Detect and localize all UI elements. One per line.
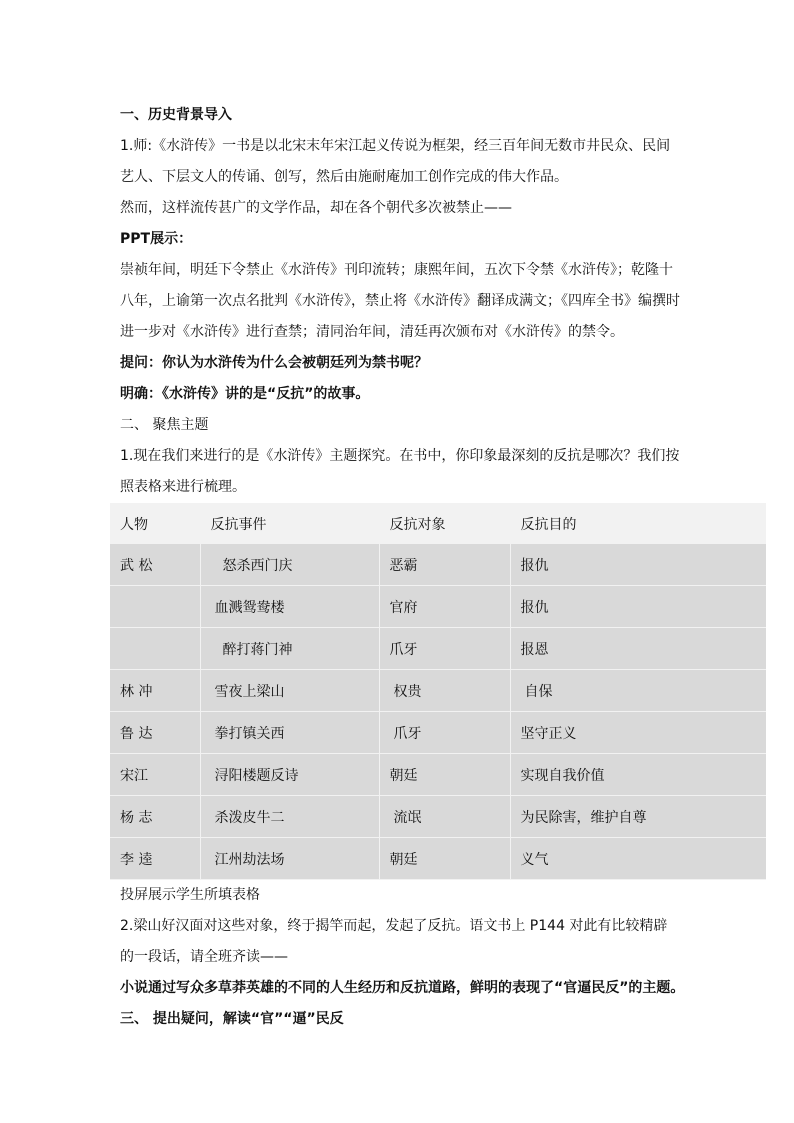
cell-event: 血溅鸳鸯楼 bbox=[200, 586, 379, 628]
ppt-label: PPT展示： bbox=[120, 231, 193, 247]
cell-target: 朝廷 bbox=[379, 838, 510, 880]
question-paragraph: 提问：你认为水浒传为什么会被朝廷列为禁书呢？ bbox=[120, 355, 428, 371]
cell-event: 杀泼皮牛二 bbox=[200, 796, 379, 838]
cell-person: 杨 志 bbox=[110, 796, 200, 838]
cell-person bbox=[110, 586, 200, 628]
table-row bbox=[110, 712, 766, 754]
teacher-intro-paragraph: 1.师:《水浒传》一书是以北宋末年宋江起义传说为框架，经三百年间无数市井民众、民间艺人、下层文人的传诵、创写，然后由施耐庵加工创作完成的伟大作品。 bbox=[120, 138, 671, 185]
cell-person: 鲁 达 bbox=[110, 712, 200, 754]
answer-paragraph: 明确：《水浒传》讲的是“反抗”的故事。 bbox=[120, 386, 370, 402]
cell-purpose: 义气 bbox=[510, 838, 766, 880]
resistance-table-wrap bbox=[110, 503, 766, 880]
cell-event: 雪夜上梁山 bbox=[200, 670, 379, 712]
cell-purpose: 自保 bbox=[510, 670, 766, 712]
cell-person bbox=[110, 628, 200, 670]
cell-purpose: 坚守正义 bbox=[510, 712, 766, 754]
cell-event: 醉打蒋门神 bbox=[200, 628, 379, 670]
header-purpose: 反抗目的 bbox=[510, 503, 766, 544]
projection-note: 投屏展示学生所填表格 bbox=[120, 887, 260, 903]
cell-target: 流氓 bbox=[379, 796, 510, 838]
cell-target: 权贵 bbox=[379, 670, 510, 712]
cell-event: 怒杀西门庆 bbox=[200, 544, 379, 586]
cell-purpose: 报仇 bbox=[510, 544, 766, 586]
cell-person: 林 冲 bbox=[110, 670, 200, 712]
cell-person: 宋江 bbox=[110, 754, 200, 796]
table-row bbox=[110, 754, 766, 796]
header-person: 人物 bbox=[110, 503, 200, 544]
section-1-heading: 一、历史背景导入 bbox=[120, 107, 232, 123]
cell-target: 朝廷 bbox=[379, 754, 510, 796]
cell-target: 爪牙 bbox=[379, 712, 510, 754]
cell-purpose: 报恩 bbox=[510, 628, 766, 670]
table-row bbox=[110, 628, 766, 670]
cell-target: 爪牙 bbox=[379, 628, 510, 670]
cell-event: 江州劫法场 bbox=[200, 838, 379, 880]
table-row bbox=[110, 838, 766, 880]
table-row bbox=[110, 670, 766, 712]
cell-purpose: 为民除害，维护自尊 bbox=[510, 796, 766, 838]
cell-purpose: 报仇 bbox=[510, 586, 766, 628]
cell-event: 拳打镇关西 bbox=[200, 712, 379, 754]
ban-intro-paragraph: 然而，这样流传甚广的文学作品，却在各个朝代多次被禁止—— bbox=[120, 200, 512, 216]
theme-paragraph: 1.现在我们来进行的是《水浒传》主题探究。在书中，你印象最深刻的反抗是哪次？我们按照表格来进行梳理。 bbox=[120, 448, 680, 495]
section-3-heading: 三、 提出疑问，解读“官”“逼”民反 bbox=[120, 1011, 344, 1027]
cell-target: 恶霸 bbox=[379, 544, 510, 586]
cell-purpose: 实现自我价值 bbox=[510, 754, 766, 796]
header-target: 反抗对象 bbox=[379, 503, 510, 544]
table-header-row bbox=[110, 503, 766, 544]
header-event: 反抗事件 bbox=[200, 503, 379, 544]
ban-history-paragraph: 崇祯年间，明廷下令禁止《水浒传》刊印流转；康熙年间，五次下令禁《水浒传》；乾隆十八年，上谕第一次点名批判《水浒传》，禁止将《水浒传》翻译成满文；《四库全书》编撰时进一步对《水浒传》进行查禁；清同治年间，清廷再次颁布对《水浒传》的禁令。 bbox=[120, 262, 680, 340]
cell-event: 浔阳楼题反诗 bbox=[200, 754, 379, 796]
textbook-paragraph: 2.梁山好汉面对这些对象，终于揭竿而起，发起了反抗。语文书上 P144 对此有比较精辟的一段话，请全班齐读—— bbox=[120, 918, 668, 965]
table-row bbox=[110, 796, 766, 838]
cell-target: 官府 bbox=[379, 586, 510, 628]
cell-person: 李 逵 bbox=[110, 838, 200, 880]
theme-summary-paragraph: 小说通过写众多草莽英雄的不同的人生经历和反抗道路，鲜明的表现了“官逼民反”的主题。 bbox=[120, 980, 685, 996]
cell-person: 武 松 bbox=[110, 544, 200, 586]
resistance-table bbox=[110, 503, 766, 880]
section-2-heading: 二、 聚焦主题 bbox=[120, 417, 209, 433]
table-row bbox=[110, 586, 766, 628]
document-body bbox=[120, 100, 685, 1035]
table-row bbox=[110, 544, 766, 586]
